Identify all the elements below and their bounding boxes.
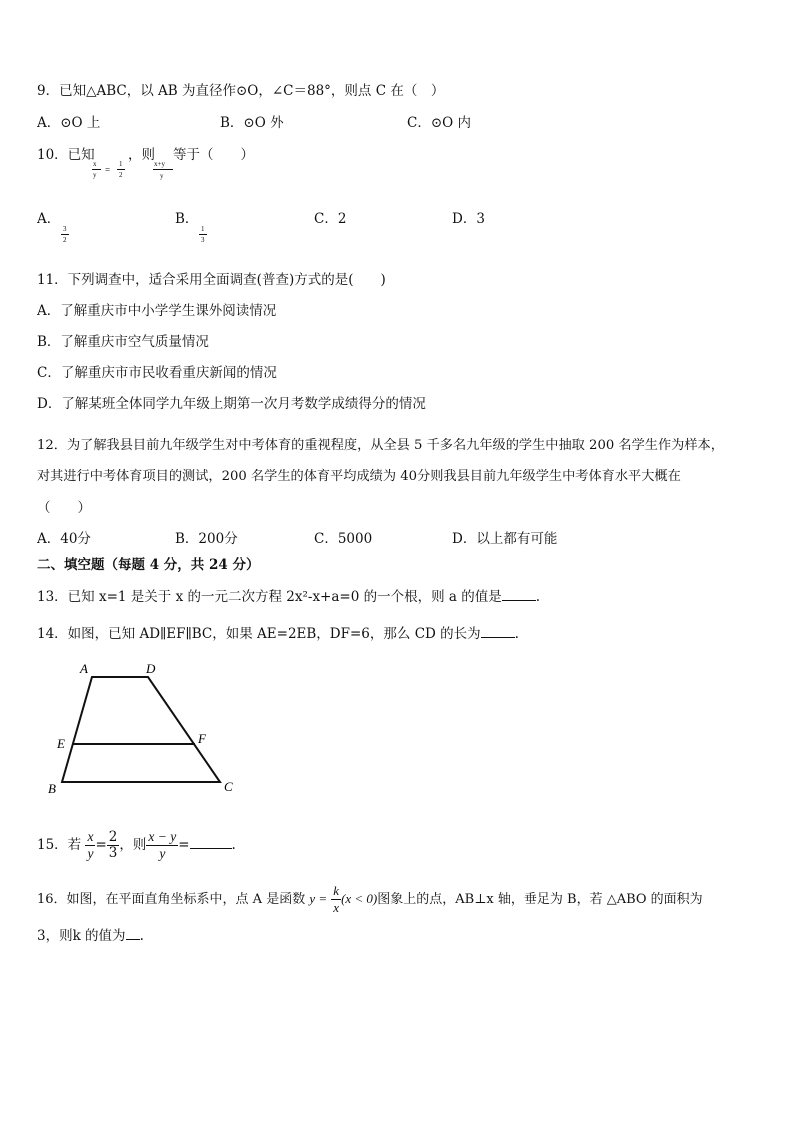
q16-frac [331, 883, 341, 916]
q11-option-d: D．了解某班全体同学九年级上期第一次月考数学成绩得分的情况 [37, 396, 426, 412]
q13-text: 13．已知 x=1 是关于 x 的一元二次方程 2x²-x+a=0 的一个根，则 a 的值是 [37, 589, 502, 605]
q14-end: . [514, 626, 519, 642]
q16-y-eq: y = [309, 891, 328, 906]
q9-option-b: B．⊙O 外 [220, 115, 284, 131]
q15-answer-blank[interactable] [190, 835, 232, 849]
q10-option-b-bar [199, 234, 207, 235]
q13-stem [37, 587, 540, 606]
q15-end: . [231, 837, 236, 853]
q10-frac1-bar [92, 169, 101, 170]
q15-middle: ，则 [119, 837, 147, 853]
q15-eq2: = [178, 837, 190, 853]
q11-option-c: C．了解重庆市市民收看重庆新闻的情况 [37, 365, 277, 381]
q16-prefix: 16．如图，在平面直角坐标系中，点 A 是函数 [37, 892, 306, 907]
q11-stem: 11．下列调查中，适合采用全面调查(普查)方式的是( ) [37, 272, 386, 288]
q15-frac1-num: x [87, 829, 94, 844]
q15-frac1 [85, 829, 95, 862]
q13-answer-blank[interactable] [502, 587, 536, 601]
q10-option-a: A． [37, 211, 61, 227]
label-e: E [57, 736, 65, 751]
trapezoid-figure [40, 655, 250, 800]
q10-frac1-num: x [93, 160, 97, 168]
q16-frac-den: x [333, 900, 340, 915]
label-a: A [80, 661, 88, 676]
q10-option-c: C．2 [314, 211, 347, 227]
q10-option-d: D．3 [452, 211, 485, 227]
q10-option-b-den: 3 [201, 236, 205, 244]
q15-frac3-den: y [159, 846, 166, 861]
q9-stem: 9．已知△ABC，以 AB 为直径作⊙O，∠C＝88°，则点 C 在（ ） [37, 83, 445, 99]
q11-option-b: B．了解重庆市空气质量情况 [37, 334, 209, 350]
q12-option-b: B．200分 [175, 531, 238, 547]
q12-option-d: D．以上都有可能 [452, 531, 558, 547]
q14-text: 14．如图，已知 AD∥EF∥BC，如果 AE=2EB，DF=6，那么 CD 的长为 [37, 626, 481, 642]
q14-answer-blank[interactable] [481, 624, 515, 638]
q12-line2: 对其进行中考体育项目的测试，200 名学生的体育平均成绩为 40分则我县目前九年级学生中考体育水平大概在 [37, 469, 681, 484]
q16-stem [37, 880, 703, 919]
q16-end: . [139, 928, 144, 944]
q10-prefix: 10．已知 [37, 147, 95, 163]
label-f: F [198, 731, 206, 746]
q15-eq1: = [95, 837, 107, 853]
label-b: B [48, 781, 56, 796]
q16-rest: 图象上的点，AB⊥x 轴，垂足为 B，若 △ABO 的面积为 [377, 892, 703, 907]
q9-option-a: A．⊙O 上 [37, 115, 101, 131]
q15-frac2-num: 2 [108, 829, 118, 845]
q16-answer-blank[interactable] [126, 926, 140, 940]
q10-frac3-num: x+y [154, 160, 165, 168]
q10-middle: ，则 [128, 147, 155, 163]
label-d: D [146, 661, 156, 676]
section-title: 二、填空题（每题 4 分，共 24 分） [37, 557, 260, 573]
q15-prefix: 15．若 [37, 837, 82, 853]
q16-condition: (x < 0) [341, 891, 378, 906]
q15-frac2-den: 3 [108, 845, 118, 861]
q12-line1: 12．为了解我县目前九年级学生对中考体育的重视程度，从全县 5 千多名九年级的学生中抽取 200 名学生作为样本， [37, 438, 724, 453]
q10-frac3-den: y [160, 172, 164, 180]
q10-frac2-bar [117, 169, 125, 170]
q10-equals: = [105, 165, 111, 175]
q10-stem [37, 146, 95, 164]
q16-frac-num: k [333, 883, 340, 898]
q16-line2-wrap [37, 926, 144, 945]
q15-frac2 [107, 830, 120, 861]
q15-stem [37, 826, 236, 864]
q15-frac3-num: x − y [148, 829, 177, 844]
q12-option-a: A．40分 [37, 531, 91, 547]
q12-line3: （ ） [37, 500, 91, 516]
q15-frac3 [146, 829, 178, 862]
q10-option-a-bar [61, 234, 69, 235]
q10-frac2-den: 2 [119, 171, 123, 179]
q13-end: . [535, 589, 541, 605]
q15-frac1-den: y [87, 846, 94, 861]
q12-option-c: C．5000 [314, 531, 373, 547]
q16-line2: 3，则k 的值为 [37, 928, 126, 944]
q10-frac1-den: y [93, 171, 97, 179]
q14-stem [37, 624, 519, 643]
q10-option-b: B． [175, 211, 199, 227]
q9-option-c: C．⊙O 内 [407, 115, 471, 131]
q11-option-a: A．了解重庆市中小学学生课外阅读情况 [37, 303, 277, 319]
q10-frac2-num: 1 [119, 160, 123, 168]
label-c: C [224, 779, 233, 794]
q10-frac3-bar [153, 169, 173, 170]
q10-option-a-den: 2 [63, 236, 67, 244]
q10-option-b-num: 1 [201, 225, 205, 233]
trapezoid-outline [62, 677, 220, 782]
q10-suffix: 等于（ ） [173, 147, 254, 163]
q10-option-a-num: 3 [63, 225, 67, 233]
